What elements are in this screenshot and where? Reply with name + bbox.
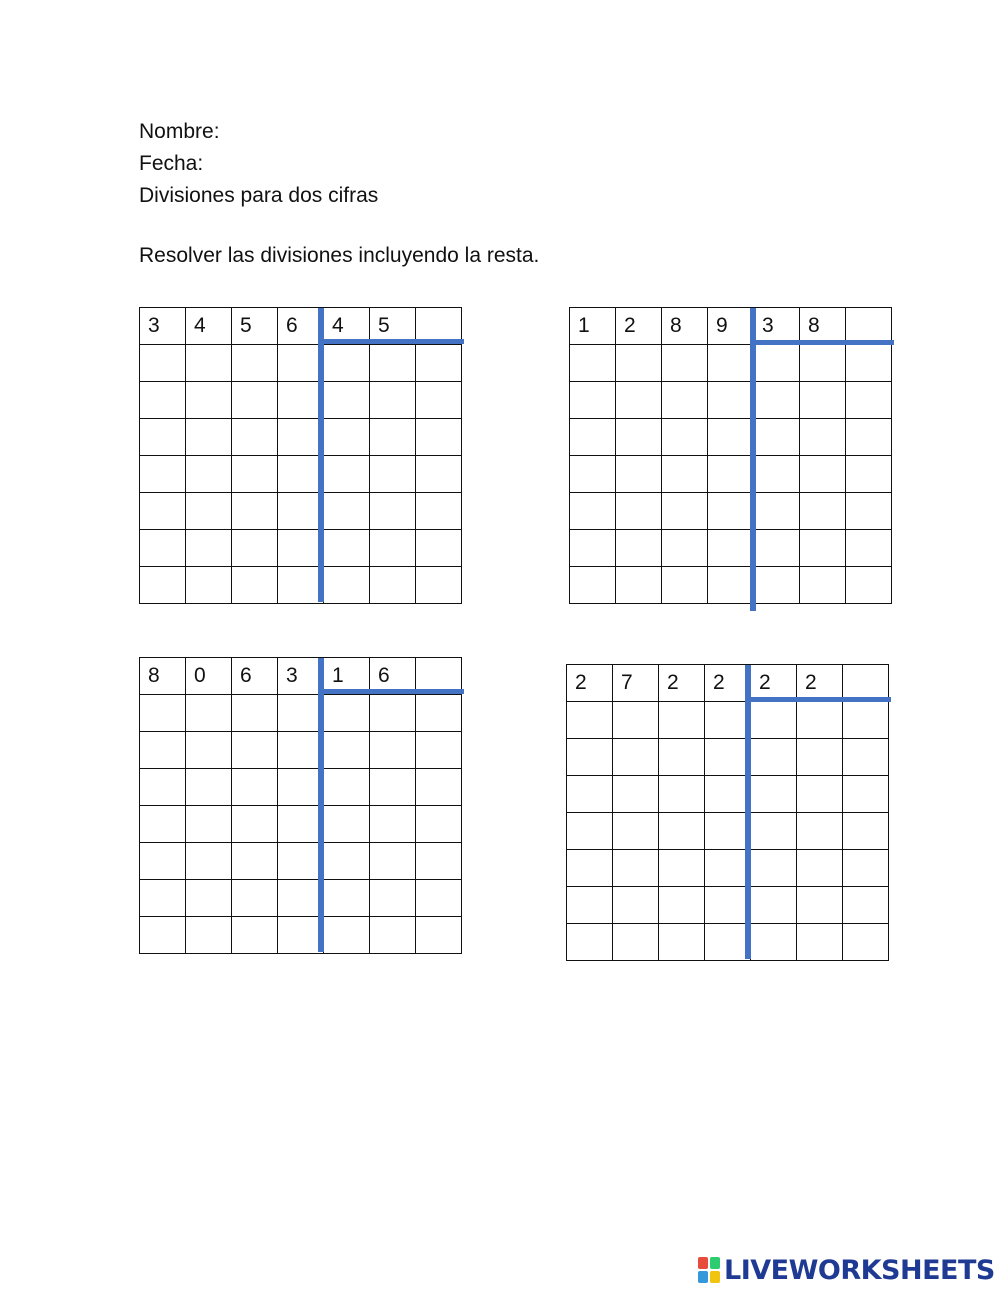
dividend-digit: 2 [659,665,705,702]
answer-cell[interactable] [843,850,889,887]
answer-cell[interactable] [843,813,889,850]
answer-cell[interactable] [278,345,324,382]
division-bracket-vertical [318,308,324,602]
answer-cell[interactable] [232,769,278,806]
answer-cell[interactable] [278,843,324,880]
answer-cell[interactable] [754,382,800,419]
answer-cell[interactable] [659,924,705,961]
answer-cell[interactable] [662,345,708,382]
answer-cell[interactable] [278,917,324,954]
answer-cell[interactable] [186,530,232,567]
answer-cell[interactable] [800,456,846,493]
answer-cell[interactable] [370,695,416,732]
worksheet-header [139,116,378,212]
answer-cell[interactable] [186,806,232,843]
dividend-digit: 3 [278,658,324,695]
answer-cell[interactable] [186,769,232,806]
answer-cell[interactable] [797,702,843,739]
answer-cell[interactable] [797,924,843,961]
answer-cell[interactable] [613,776,659,813]
divisor-digit: 3 [754,308,800,345]
answer-cell[interactable] [324,567,370,604]
answer-cell[interactable] [751,887,797,924]
division-bracket-horizontal [745,697,891,702]
answer-cell[interactable] [370,732,416,769]
answer-cell[interactable] [370,345,416,382]
dividend-digit: 6 [232,658,278,695]
answer-cell[interactable] [843,739,889,776]
answer-cell[interactable] [705,776,751,813]
answer-cell[interactable] [613,924,659,961]
answer-cell[interactable] [843,887,889,924]
divisor-digit: 5 [370,308,416,345]
answer-cell[interactable] [416,382,462,419]
answer-cell[interactable] [708,530,754,567]
answer-cell[interactable] [846,419,892,456]
answer-cell[interactable] [567,776,613,813]
dividend-digit: 8 [662,308,708,345]
answer-cell[interactable] [232,695,278,732]
answer-cell[interactable] [754,345,800,382]
answer-cell[interactable] [370,530,416,567]
answer-cell[interactable] [705,887,751,924]
answer-cell[interactable] [662,567,708,604]
answer-cell[interactable] [416,880,462,917]
answer-cell[interactable] [567,924,613,961]
logo-square [698,1271,708,1283]
answer-cell[interactable] [662,456,708,493]
liveworksheets-mark-icon [698,1257,720,1283]
answer-cell[interactable] [616,419,662,456]
answer-cell[interactable] [370,493,416,530]
answer-cell[interactable] [797,776,843,813]
division-bracket-horizontal [318,689,464,694]
answer-cell[interactable] [232,732,278,769]
answer-cell[interactable] [324,456,370,493]
answer-cell[interactable] [659,702,705,739]
answer-cell[interactable] [662,419,708,456]
answer-cell[interactable] [186,382,232,419]
answer-cell[interactable] [324,917,370,954]
answer-cell[interactable] [570,382,616,419]
divisor-digit: 4 [324,308,370,345]
answer-cell[interactable] [416,843,462,880]
answer-cell[interactable] [659,813,705,850]
answer-cell[interactable] [232,567,278,604]
answer-cell[interactable] [232,382,278,419]
answer-cell[interactable] [232,530,278,567]
answer-cell[interactable] [846,456,892,493]
dividend-digit: 3 [140,308,186,345]
answer-cell[interactable] [567,850,613,887]
answer-cell[interactable] [570,345,616,382]
answer-cell[interactable] [705,813,751,850]
answer-cell[interactable] [843,702,889,739]
answer-cell[interactable] [754,567,800,604]
answer-cell[interactable] [570,456,616,493]
answer-cell[interactable] [232,456,278,493]
answer-cell[interactable] [754,456,800,493]
answer-cell[interactable] [186,493,232,530]
brand-text: LIVEWORKSHEETS [724,1254,995,1286]
name-label: Nombre: [139,120,220,143]
answer-cell[interactable] [567,739,613,776]
dividend-digit: 7 [613,665,659,702]
answer-cell[interactable] [846,382,892,419]
answer-cell[interactable] [797,813,843,850]
answer-cell[interactable] [705,702,751,739]
answer-cell[interactable] [708,567,754,604]
answer-cell[interactable] [616,345,662,382]
dividend-digit: 1 [570,308,616,345]
answer-cell[interactable] [140,456,186,493]
answer-cell[interactable] [140,419,186,456]
answer-cell[interactable] [613,813,659,850]
answer-cell[interactable] [416,917,462,954]
answer-cell[interactable] [416,419,462,456]
dividend-digit: 4 [186,308,232,345]
answer-cell[interactable] [846,493,892,530]
answer-cell[interactable] [278,530,324,567]
answer-cell[interactable] [416,695,462,732]
answer-cell[interactable] [662,382,708,419]
answer-cell[interactable] [278,382,324,419]
answer-cell[interactable] [186,456,232,493]
answer-cell[interactable] [616,493,662,530]
answer-cell[interactable] [567,887,613,924]
answer-cell[interactable] [278,695,324,732]
answer-cell[interactable] [567,813,613,850]
answer-cell[interactable] [416,345,462,382]
division-bracket-vertical [318,658,324,952]
dividend-digit: 9 [708,308,754,345]
dividend-digit: 2 [567,665,613,702]
answer-cell[interactable] [662,493,708,530]
answer-cell[interactable] [800,419,846,456]
divisor-digit: 2 [751,665,797,702]
answer-cell[interactable] [416,530,462,567]
division-bracket-vertical [750,308,756,611]
answer-cell[interactable] [278,880,324,917]
division-grid-3 [139,657,462,954]
answer-cell[interactable] [659,887,705,924]
answer-cell[interactable] [705,739,751,776]
logo-square [710,1271,720,1283]
answer-cell[interactable] [186,345,232,382]
answer-cell[interactable] [324,732,370,769]
answer-cell[interactable] [140,769,186,806]
answer-cell[interactable] [324,695,370,732]
answer-cell[interactable] [324,843,370,880]
answer-cell[interactable] [846,530,892,567]
answer-cell[interactable] [140,843,186,880]
answer-cell[interactable] [616,456,662,493]
answer-cell[interactable] [186,695,232,732]
answer-cell[interactable] [613,887,659,924]
answer-cell[interactable] [659,776,705,813]
answer-cell[interactable] [278,567,324,604]
answer-cell[interactable] [708,382,754,419]
dividend-digit: 0 [186,658,232,695]
divisor-digit: 1 [324,658,370,695]
answer-cell[interactable] [800,345,846,382]
dividend-digit: 8 [140,658,186,695]
answer-cell[interactable] [186,917,232,954]
answer-cell[interactable] [370,917,416,954]
answer-cell[interactable] [140,732,186,769]
answer-cell[interactable] [370,419,416,456]
date-label: Fecha: [139,152,204,175]
answer-cell[interactable] [751,702,797,739]
answer-cell[interactable] [278,419,324,456]
answer-cell[interactable] [370,843,416,880]
answer-cell[interactable] [800,382,846,419]
answer-cell[interactable] [754,419,800,456]
answer-cell[interactable] [186,732,232,769]
answer-cell[interactable] [370,769,416,806]
answer-cell[interactable] [140,382,186,419]
answer-cell[interactable] [797,887,843,924]
answer-cell[interactable] [616,567,662,604]
answer-cell[interactable] [232,880,278,917]
answer-cell[interactable] [186,880,232,917]
answer-cell[interactable] [232,917,278,954]
answer-cell[interactable] [843,776,889,813]
answer-cell[interactable] [613,739,659,776]
answer-cell[interactable] [616,382,662,419]
quotient-cell[interactable] [846,308,892,345]
dividend-digit: 2 [616,308,662,345]
answer-cell[interactable] [846,567,892,604]
answer-cell[interactable] [140,917,186,954]
answer-cell[interactable] [370,567,416,604]
answer-cell[interactable] [232,806,278,843]
answer-cell[interactable] [140,695,186,732]
answer-cell[interactable] [708,493,754,530]
answer-cell[interactable] [278,493,324,530]
divisor-digit: 6 [370,658,416,695]
logo-square [710,1257,720,1269]
answer-cell[interactable] [800,567,846,604]
answer-cell[interactable] [662,530,708,567]
answer-cell[interactable] [797,739,843,776]
answer-cell[interactable] [140,880,186,917]
liveworksheets-logo [698,1254,995,1286]
answer-cell[interactable] [751,739,797,776]
answer-cell[interactable] [616,530,662,567]
answer-cell[interactable] [751,924,797,961]
answer-cell[interactable] [416,769,462,806]
answer-cell[interactable] [140,806,186,843]
answer-cell[interactable] [800,530,846,567]
answer-cell[interactable] [278,456,324,493]
answer-cell[interactable] [416,456,462,493]
answer-cell[interactable] [708,345,754,382]
instruction-text: Resolver las divisiones incluyendo la resta. [139,244,540,267]
answer-cell[interactable] [324,880,370,917]
answer-cell[interactable] [140,493,186,530]
answer-cell[interactable] [570,530,616,567]
division-grid-2 [569,307,892,604]
answer-cell[interactable] [324,382,370,419]
answer-cell[interactable] [570,493,616,530]
answer-cell[interactable] [324,806,370,843]
answer-cell[interactable] [324,769,370,806]
answer-cell[interactable] [278,806,324,843]
answer-cell[interactable] [416,493,462,530]
division-grid-1 [139,307,462,604]
answer-cell[interactable] [705,850,751,887]
divisor-digit: 8 [800,308,846,345]
answer-cell[interactable] [324,345,370,382]
divisor-digit: 2 [797,665,843,702]
answer-cell[interactable] [754,530,800,567]
dividend-digit: 6 [278,308,324,345]
answer-cell[interactable] [370,382,416,419]
answer-cell[interactable] [140,530,186,567]
dividend-digit: 5 [232,308,278,345]
answer-cell[interactable] [613,850,659,887]
answer-cell[interactable] [754,493,800,530]
answer-cell[interactable] [140,567,186,604]
division-grid-4 [566,664,889,961]
answer-cell[interactable] [232,843,278,880]
answer-cell[interactable] [797,850,843,887]
answer-cell[interactable] [659,850,705,887]
quotient-cell[interactable] [843,665,889,702]
answer-cell[interactable] [613,702,659,739]
answer-cell[interactable] [140,345,186,382]
answer-cell[interactable] [570,419,616,456]
answer-cell[interactable] [232,493,278,530]
answer-cell[interactable] [659,739,705,776]
dividend-digit: 2 [705,665,751,702]
answer-cell[interactable] [751,776,797,813]
answer-cell[interactable] [278,732,324,769]
logo-square [698,1257,708,1269]
answer-cell[interactable] [751,813,797,850]
answer-cell[interactable] [416,806,462,843]
answer-cell[interactable] [186,843,232,880]
answer-cell[interactable] [708,456,754,493]
answer-cell[interactable] [751,850,797,887]
answer-cell[interactable] [324,530,370,567]
answer-cell[interactable] [708,419,754,456]
answer-cell[interactable] [324,493,370,530]
answer-cell[interactable] [567,702,613,739]
answer-cell[interactable] [846,345,892,382]
answer-cell[interactable] [324,419,370,456]
answer-cell[interactable] [705,924,751,961]
answer-cell[interactable] [416,567,462,604]
answer-cell[interactable] [416,732,462,769]
answer-cell[interactable] [370,806,416,843]
answer-cell[interactable] [278,769,324,806]
answer-cell[interactable] [800,493,846,530]
answer-cell[interactable] [232,345,278,382]
answer-cell[interactable] [370,456,416,493]
answer-cell[interactable] [570,567,616,604]
answer-cell[interactable] [232,419,278,456]
worksheet-title: Divisiones para dos cifras [139,184,379,207]
answer-cell[interactable] [843,924,889,961]
division-bracket-horizontal [750,340,894,345]
answer-cell[interactable] [186,419,232,456]
answer-cell[interactable] [186,567,232,604]
answer-cell[interactable] [370,880,416,917]
division-bracket-vertical [745,665,751,959]
division-bracket-horizontal [318,339,464,344]
